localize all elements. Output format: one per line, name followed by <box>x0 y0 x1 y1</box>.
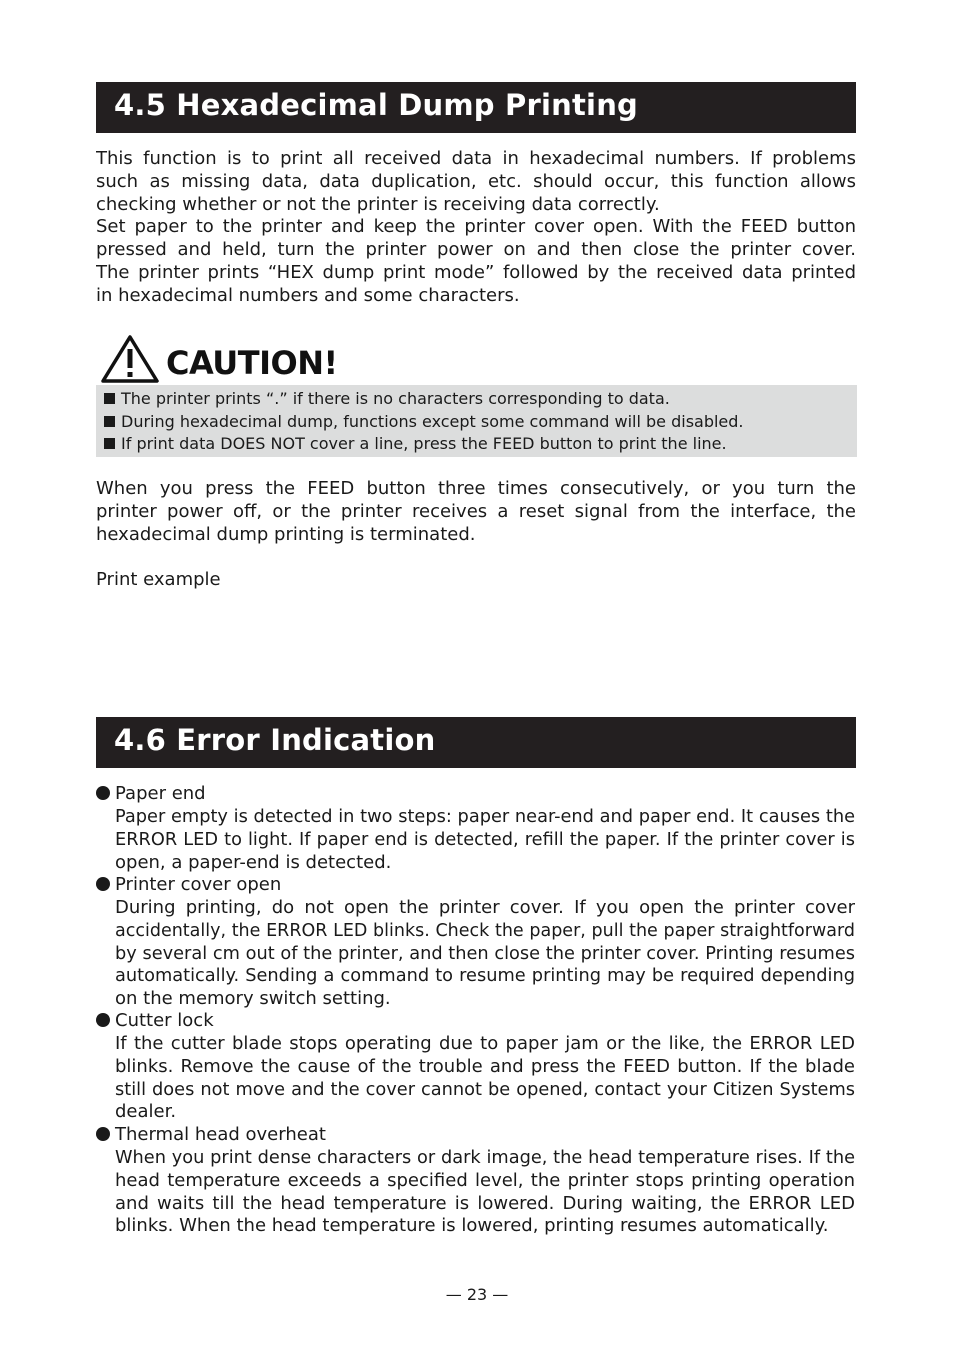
section-title: 4.6 Error Indication <box>114 723 436 757</box>
text-line: hexadecimal dump printing is terminated. <box>96 523 476 545</box>
text-line: printer power off, or the printer receives a reset signal from the interface, the <box>96 500 856 522</box>
caution-title: CAUTION! <box>166 344 338 382</box>
bullet-dot-icon <box>96 1127 110 1141</box>
bullet-dot-icon <box>96 786 110 800</box>
section-title: 4.5 Hexadecimal Dump Printing <box>114 88 639 122</box>
bullet-dot-icon <box>96 1013 110 1027</box>
error-item-heading <box>96 874 281 895</box>
termination-paragraph <box>96 478 856 546</box>
text-line: automatically. Sending a command to resume printing may be required depending <box>115 966 855 987</box>
text-line: checking whether or not the printer is receiving data correctly. <box>96 193 660 215</box>
text-line: in hexadecimal numbers and some characters. <box>96 284 520 306</box>
text-line: Paper empty is detected in two steps: paper near-end and paper end. It causes the <box>115 807 855 827</box>
error-item-body <box>115 897 855 1011</box>
text-line: If the cutter blade stops operating due to paper jam or the like, the ERROR LED <box>115 1033 855 1054</box>
caution-box <box>96 385 857 457</box>
text-line: ERROR LED to light. If paper end is detected, refill the paper. If the printer cover is <box>115 829 855 850</box>
caution-item-text: If print data DOES NOT cover a line, press the FEED button to print the line. <box>121 434 727 453</box>
error-item-body <box>115 1147 855 1238</box>
page-number: — 23 — <box>445 1285 509 1304</box>
warning-triangle-icon <box>100 334 160 384</box>
caution-heading <box>100 330 500 386</box>
text-line: head temperature exceeds a specified level, the printer stops printing operation <box>115 1169 855 1191</box>
text-line: on the memory switch setting. <box>115 988 391 1010</box>
error-item-heading <box>96 1010 214 1031</box>
caution-item <box>104 389 670 408</box>
text-line: The printer prints “HEX dump print mode” followed by the received data printed <box>96 261 856 283</box>
text-line: This function is to print all received data in hexadecimal numbers. If problems <box>96 148 856 169</box>
text-line: blinks. When the head temperature is lowered, printing resumes automatically. <box>115 1215 829 1237</box>
text-line: When you press the FEED button three times consecutively, or you turn the <box>96 478 856 499</box>
text-line: by several cm out of the printer, and then close the printer cover. Printing resumes <box>115 943 855 964</box>
text-line: still does not move and the cover cannot be opened, contact your Citizen Systems <box>115 1079 855 1100</box>
text-line: open, a paper-end is detected. <box>115 851 392 873</box>
error-item-title: Thermal head overheat <box>115 1124 326 1145</box>
caution-item <box>104 412 744 431</box>
error-item-heading <box>96 1124 326 1145</box>
text-line: When you print dense characters or dark image, the head temperature rises. If the <box>115 1148 855 1168</box>
print-example-label: Print example <box>96 569 221 590</box>
intro-paragraph <box>96 148 856 308</box>
error-item-title: Cutter lock <box>115 1010 214 1031</box>
text-line: and waits till the head temperature is lowered. During waiting, the ERROR LED <box>115 1192 855 1214</box>
error-item-title: Paper end <box>115 783 206 804</box>
text-line: blinks. Remove the cause of the trouble and press the FEED button. If the blade <box>115 1055 855 1077</box>
square-bullet-icon <box>104 438 115 449</box>
text-line: During printing, do not open the printer cover. If you open the printer cover <box>115 897 855 918</box>
caution-item <box>104 434 727 453</box>
square-bullet-icon <box>104 416 115 427</box>
caution-item-text: During hexadecimal dump, functions except some command will be disabled. <box>121 412 744 431</box>
text-line: Set paper to the printer and keep the printer cover open. With the FEED button <box>96 216 856 238</box>
square-bullet-icon <box>104 393 115 404</box>
error-item-title: Printer cover open <box>115 874 282 895</box>
bullet-dot-icon <box>96 877 110 891</box>
error-item-body <box>115 806 855 874</box>
text-line: pressed and held, turn the printer power on and then close the printer cover. <box>96 239 856 261</box>
error-item-heading <box>96 783 206 804</box>
error-item-body <box>115 1033 855 1124</box>
section-header-4-6 <box>96 717 856 768</box>
text-line: such as missing data, data duplication, etc. should occur, this function allows <box>96 170 856 192</box>
text-line: dealer. <box>115 1101 177 1123</box>
caution-item-text: The printer prints “.” if there is no characters corresponding to data. <box>121 389 670 408</box>
text-line: accidentally, the ERROR LED blinks. Check the paper, pull the paper straightforward <box>115 920 855 941</box>
section-header-4-5 <box>96 82 856 133</box>
